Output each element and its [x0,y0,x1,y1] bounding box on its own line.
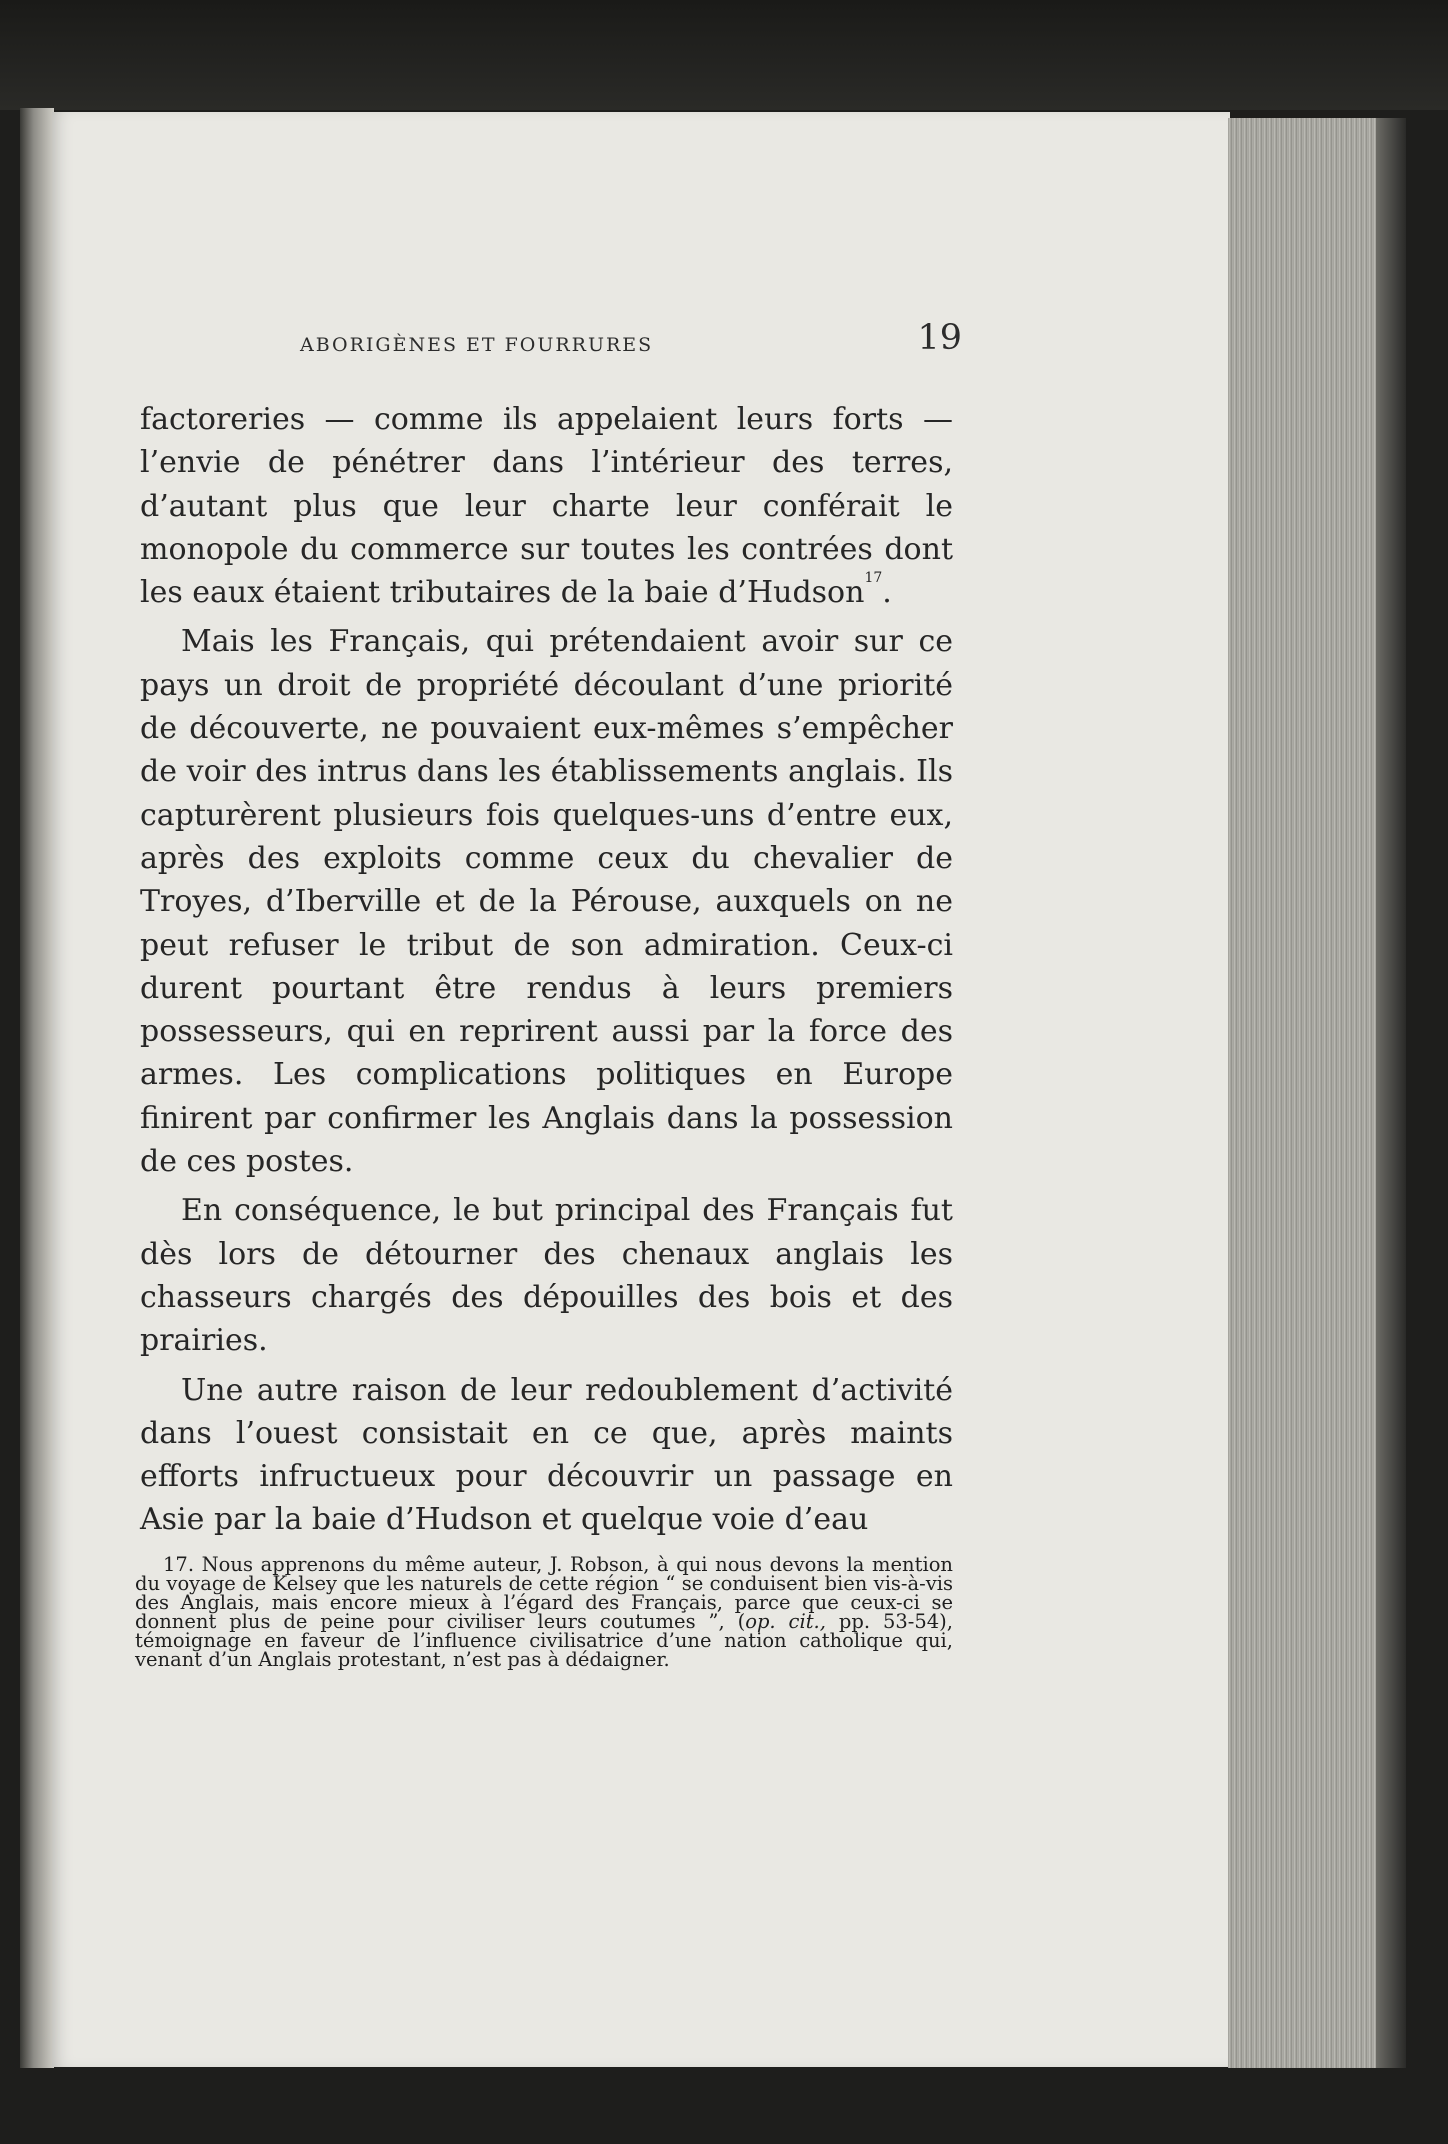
body-text [140,398,953,1548]
running-head: ABORIGÈNES ET FOURRURES [300,334,654,356]
page-number: 19 [917,318,962,358]
book-fore-edge [1228,118,1376,2068]
paragraph: Une autre raison de leur redoublement d’activité dans l’ouest consistait en ce que, après maints efforts infructueux pour découvrir un passage en Asie par la baie d’Hudson et quelque voie d’eau [140,1372,953,1538]
footnote-text-end: pp. 53-54), témoignage en faveur de l’influence civilisatrice d’une nation catholique qui, venant d’un Anglais protestant, n’est pas à dédaigner. [135,1610,953,1671]
paragraph [140,398,953,614]
footnote [135,1555,953,1669]
page-header [300,318,962,378]
paragraph: En conséquence, le but principal des Français fut dès lors de détourner des chenaux anglais les chasseurs chargés des dépouilles des bois et des prairies. [140,1193,953,1359]
footnote-citation: op. cit., [745,1610,826,1633]
paragraph-end: . [882,575,892,611]
paragraph-text: factoreries — comme ils appelaient leurs forts — l’envie de pénétrer dans l’intérieur des terres, d’autant plus que leur charte leur conférait le monopole du commerce sur toutes les contrées dont les eaux étaient tributaires de la baie d’Hudson [140,402,953,611]
book-edge-shadow [1376,118,1406,2068]
scan-background-top [0,0,1448,110]
footnote-text: 17. Nous apprenons du même auteur, J. Robson, à qui nous devons la mention du voyage de Kelsey que les naturels de cette région “ se conduisent bien vis-à-vis des Anglais, mais encore mieux à l’égard des Français, parce que ceux-ci se donnent plus de peine pour civiliser leurs coutumes ”, ( [135,1553,953,1633]
footnote-reference: 17 [864,570,883,587]
paragraph: Mais les Français, qui prétendaient avoir sur ce pays un droit de propriété découlant d’une priorité de découverte, ne pouvaient eux-mêmes s’empêcher de voir des intrus dans les établissements anglais. Ils capturèrent plusieurs fois quelques-uns d’entre eux, après des exploits comme ceux du chevalier de Troyes, d’Iberville et de la Pérouse, auxquels on ne peut refuser le tribut de son admiration. Ceux-ci durent pourtant être rendus à leurs premiers possesseurs, qui en reprirent aussi par la force des armes. Les complications politiques en Europe finirent par confirmer les Anglais dans la possession de ces postes. [140,624,953,1180]
left-page-edge [20,108,54,2068]
